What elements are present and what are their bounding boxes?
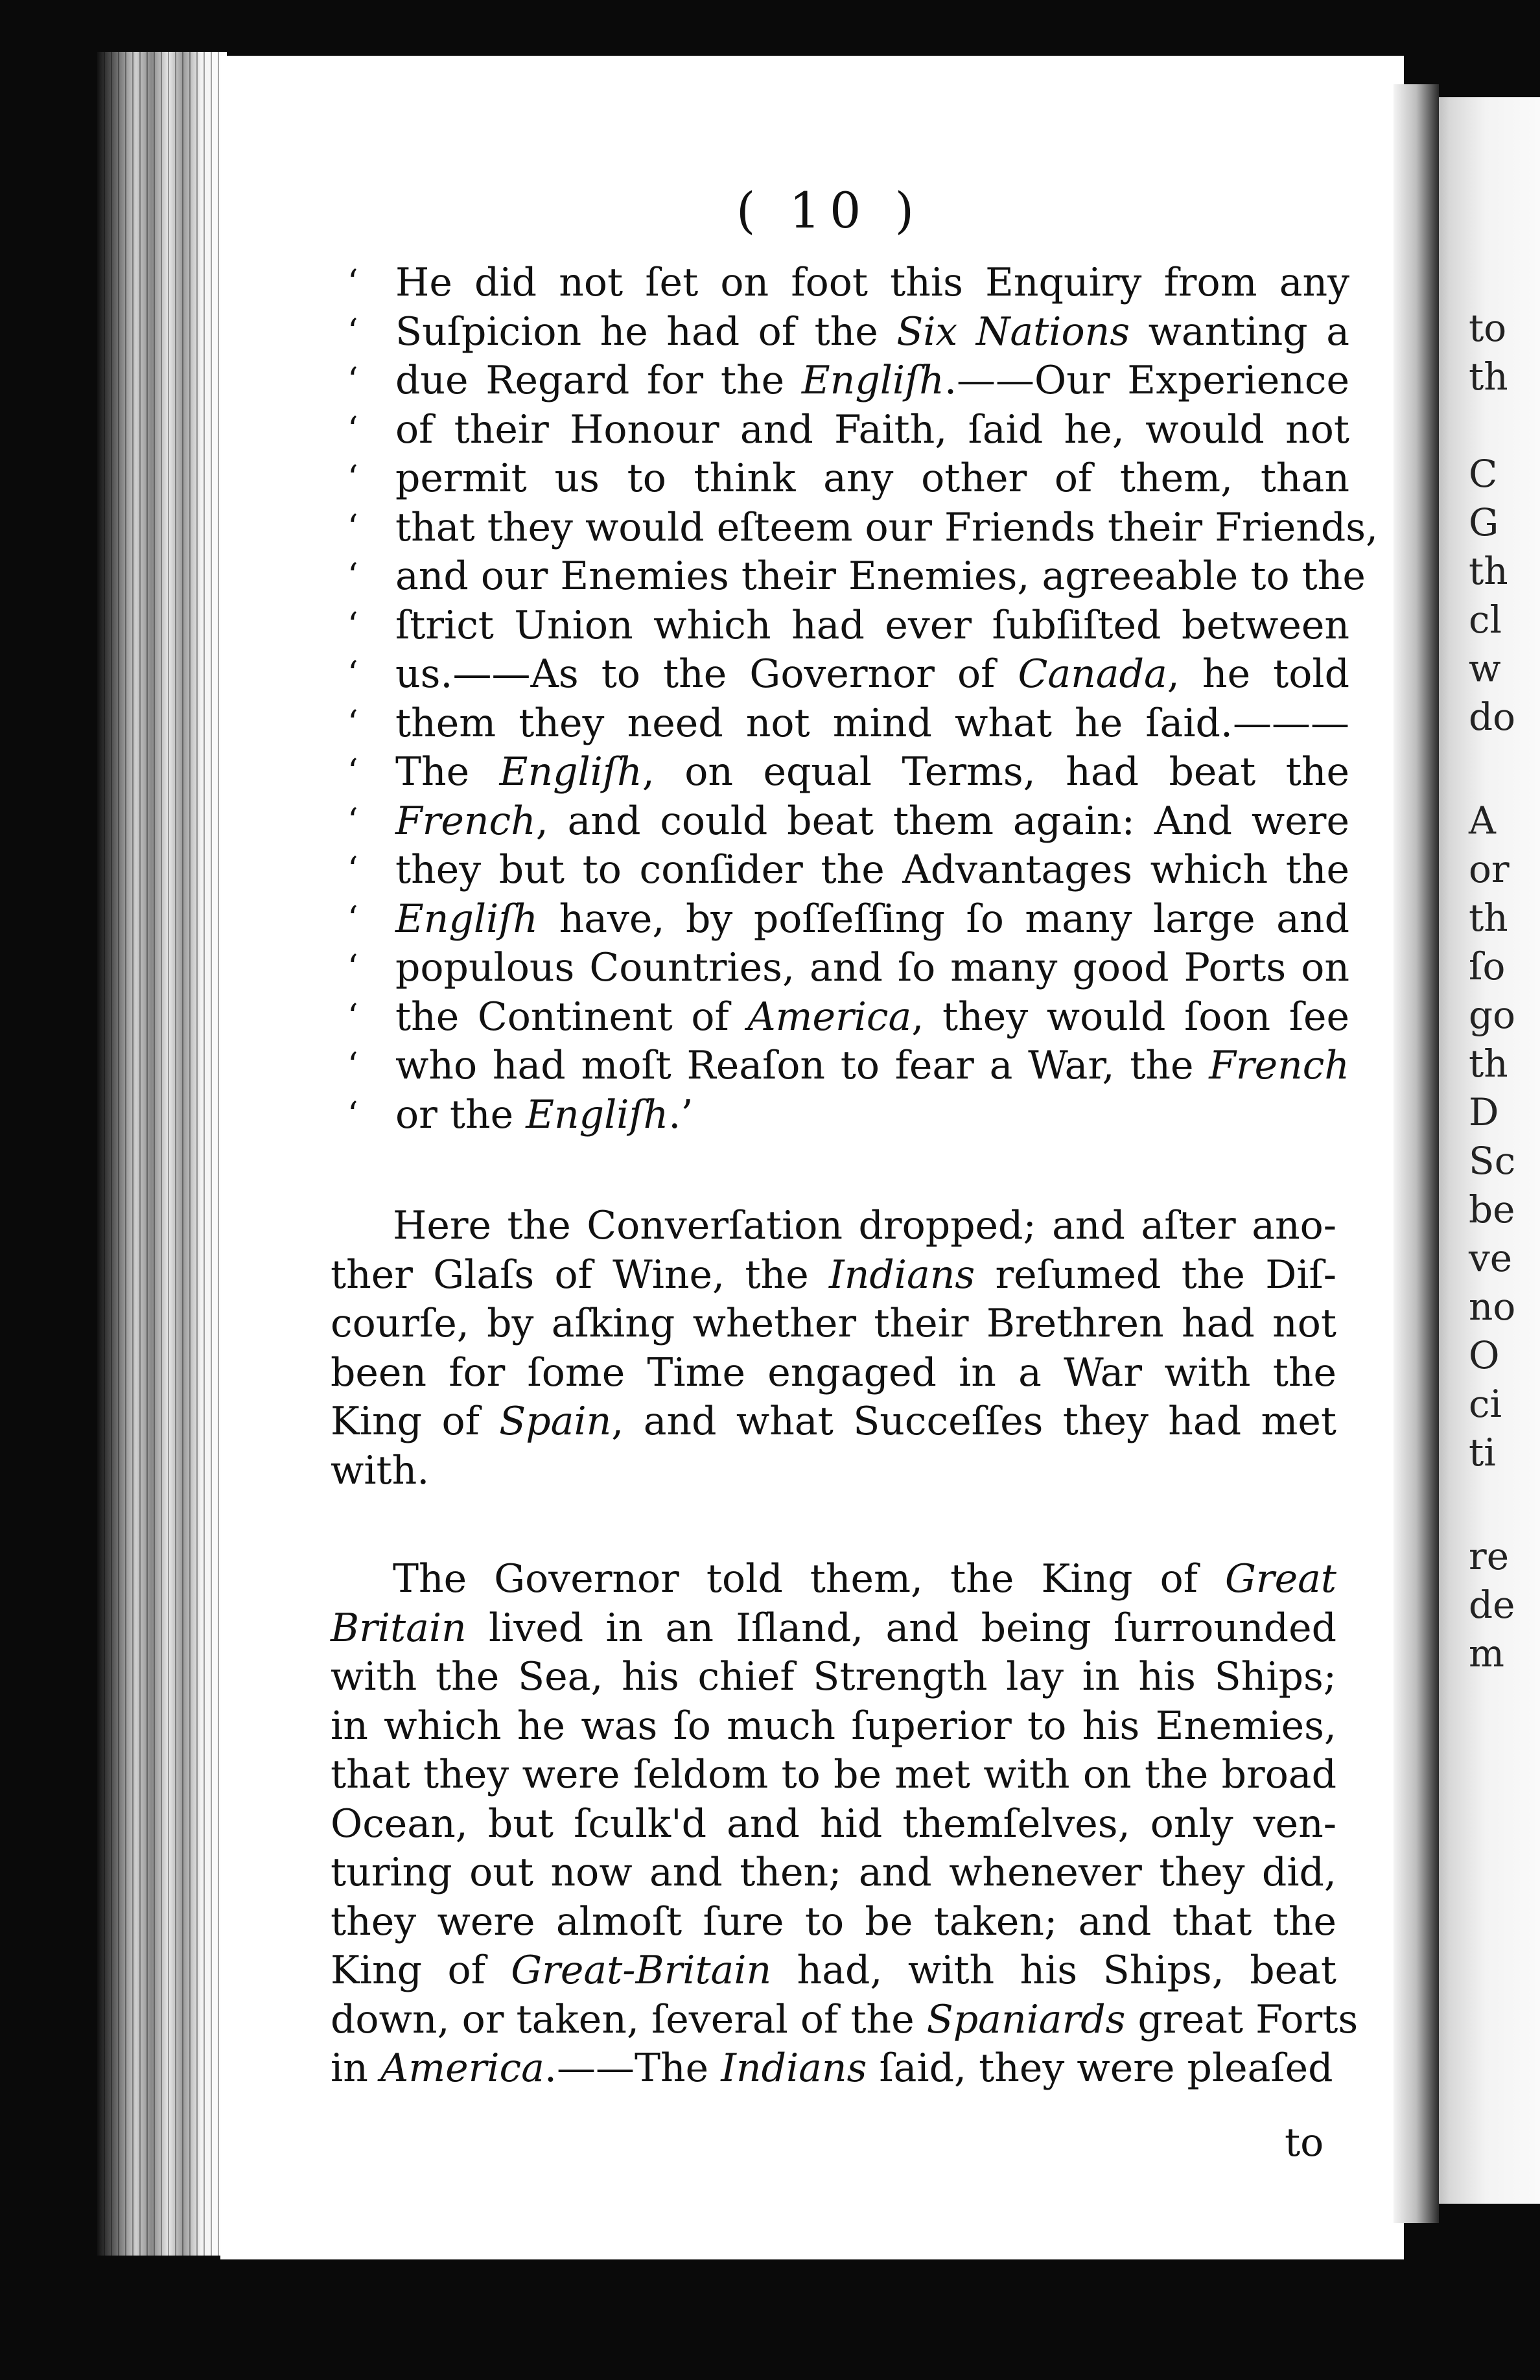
text-line: Suſpicion he had of the Six Nations wanting a [395, 309, 1349, 355]
quote-mark: ‘ [347, 850, 358, 889]
text-line: in America.——The Indians ſaid, they were pleaſed [331, 2046, 1333, 2091]
text-line: or the Engliſh.’ [395, 1091, 694, 1138]
facing-page-fragment: go [1469, 993, 1516, 1037]
text-line: Here the Converſation dropped; and aſter ano- [393, 1203, 1336, 1248]
quote-mark: ‘ [347, 312, 358, 351]
text-line: in which he was ſo much ſuperior to his Enemies, [331, 1703, 1336, 1749]
quote-mark: ‘ [347, 263, 358, 302]
text-line: that they would eſteem our Friends their Friends, [395, 504, 1379, 550]
text-line: The Engliſh, on equal Terms, had beat the [395, 749, 1350, 795]
quote-mark: ‘ [347, 508, 358, 547]
quote-mark: ‘ [347, 655, 358, 694]
page-edges [104, 52, 220, 2256]
quote-mark: ‘ [347, 899, 358, 939]
quote-mark: ‘ [347, 948, 358, 987]
quote-mark: ‘ [347, 605, 358, 645]
facing-page-fragment: th [1469, 355, 1508, 399]
quote-mark: ‘ [347, 997, 358, 1036]
quote-mark: ‘ [347, 410, 358, 449]
text-line: they were almoſt ſure to be taken; and that the [331, 1898, 1336, 1944]
facing-page-fragment: A [1469, 799, 1496, 843]
text-line: populous Countries, and ſo many good Ports on [395, 945, 1349, 990]
quote-mark: ‘ [347, 1046, 358, 1085]
quote-mark: ‘ [347, 459, 358, 498]
text-line: ſtrict Union which had ever ſubſiſted between [395, 602, 1349, 648]
text-line: King of Spain, and what Succeſſes they had met [331, 1399, 1336, 1444]
facing-page-fragment: no [1469, 1285, 1516, 1329]
text-line: The Governor told them, the King of Great [393, 1556, 1336, 1602]
text-line: ther Glaſs of Wine, the Indians reſumed the Diſ- [331, 1252, 1336, 1298]
text-line: us.——As to the Governor of Canada, he told [395, 651, 1349, 697]
facing-page-fragment: Sc [1469, 1139, 1516, 1183]
text-line: down, or taken, ſeveral of the Spaniards great Forts [331, 1996, 1359, 2042]
text-line: that they were ſeldom to be met with on the broad [331, 1752, 1336, 1797]
quote-mark: ‘ [347, 1095, 358, 1134]
facing-page-fragment: th [1469, 1042, 1508, 1086]
facing-page-fragment: cl [1469, 598, 1502, 642]
facing-page-fragment: G [1469, 500, 1499, 544]
facing-page-fragment: O [1469, 1333, 1500, 1377]
facing-page-fragment: w [1469, 646, 1501, 690]
facing-page-fragment: m [1469, 1631, 1504, 1675]
facing-page-fragment: th [1469, 896, 1508, 940]
quote-mark: ‘ [347, 557, 358, 596]
facing-page-fragment: to [1469, 306, 1507, 350]
text-line: permit us to think any other of them, than [395, 456, 1349, 501]
text-line: He did not ſet on foot this Enquiry from any [395, 260, 1349, 305]
facing-page-fragment: D [1469, 1090, 1499, 1134]
text-line: due Regard for the Engliſh.——Our Experience [395, 358, 1349, 403]
text-line: with the Sea, his chief Strength lay in his Ships; [331, 1654, 1336, 1699]
facing-page-fragment: ve [1469, 1236, 1513, 1280]
facing-page-fragment: or [1469, 847, 1510, 891]
facing-page-fragment: th [1469, 549, 1508, 593]
quote-mark: ‘ [347, 703, 358, 743]
page-number: ( 10 ) [736, 181, 924, 239]
text-line: with. [331, 1447, 430, 1493]
facing-page-fragment: be [1469, 1187, 1515, 1231]
facing-page-fragment: do [1469, 695, 1516, 739]
facing-page-fragment: C [1469, 452, 1498, 496]
text-line: Ocean, but ſculk'd and hid themſelves, only ven- [331, 1801, 1336, 1847]
facing-page-fragment: re [1469, 1534, 1510, 1578]
text-line: French, and could beat them again: And were [395, 798, 1349, 844]
text-line: they but to conſider the Advantages which the [395, 847, 1349, 892]
text-line: who had moſt Reaſon to fear a War, the French [395, 1043, 1349, 1088]
text-line: of their Honour and Faith, ſaid he, would not [395, 406, 1349, 452]
text-line: Britain lived in an Iſland, and being ſurrounded [331, 1605, 1336, 1651]
quote-mark: ‘ [347, 801, 358, 841]
text-line: Engliſh have, by poſſeſſing ſo many large and [395, 896, 1349, 942]
text-line: courſe, by aſking whether their Brethren had not [331, 1301, 1336, 1346]
facing-page-fragment: de [1469, 1583, 1515, 1627]
facing-page-fragment: ſo [1469, 944, 1506, 988]
gutter-shadow [1394, 84, 1439, 2223]
catchword: to [1285, 2120, 1324, 2165]
quote-mark: ‘ [347, 752, 358, 791]
text-line: King of Great-Britain had, with his Ships, beat [331, 1948, 1336, 1993]
text-line: and our Enemies their Enemies, agreeable to the [395, 554, 1366, 599]
facing-page-fragment: ti [1469, 1430, 1496, 1475]
text-line: turing out now and then; and whenever they did, [331, 1850, 1336, 1895]
text-line: been for ſome Time engaged in a War with the [331, 1349, 1336, 1395]
text-line: the Continent of America, they would ſoon ſee [395, 994, 1350, 1040]
text-line: them they need not mind what he ſaid.——— [395, 700, 1349, 746]
quote-mark: ‘ [347, 361, 358, 400]
facing-page-fragment: ci [1469, 1382, 1502, 1426]
